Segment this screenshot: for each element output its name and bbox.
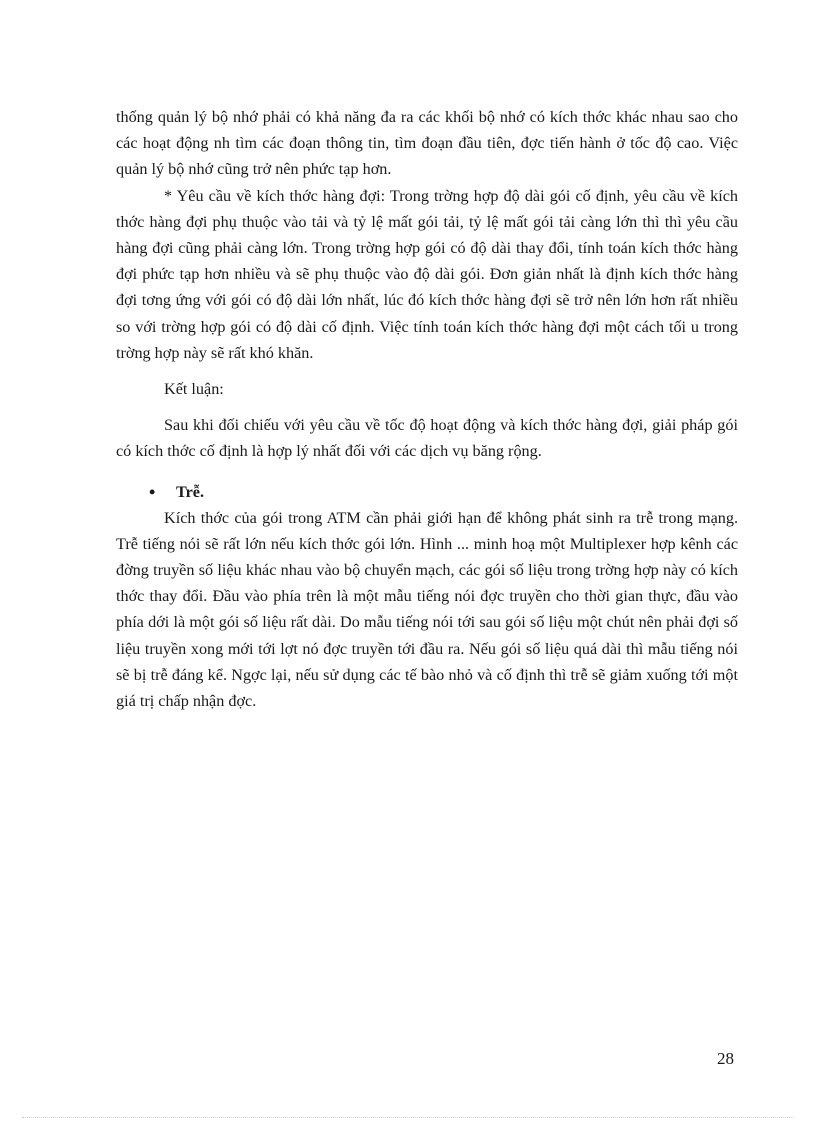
paragraph-queue-size-requirement: * Yêu cầu về kích thớc hàng đợi: Trong trờng hợp độ dài gói cố định, yêu cầu về kích thớc hàng đợi phụ thuộc vào tải và tỷ lệ mất gói tải, tỷ lệ mất gói tải càng lớn thì thì yêu cầu hàng đợi cũng phải càng lớn. Trong trờng hợp gói có độ dài thay đổi, tính toán kích thớc hàng đợi phức tạp hơn nhiều và sẽ phụ thuộc vào độ dài gói. Đơn giản nhất là định kích thớc hàng đợi tơng ứng với gói có độ dài lớn nhất, lúc đó kích thớc hàng đợi sẽ trở nên lớn hơn rất nhiều so với trờng hợp gói có độ dài cố định. Việc tính toán kích thớc hàng đợi một cách tối u trong trờng hợp này sẽ rất khó khăn.: [116, 186, 738, 362]
section-heading-delay: [116, 479, 738, 505]
paragraph-conclusion-text: Sau khi đối chiếu với yêu cầu về tốc độ hoạt động và kích thớc hàng đợi, giải pháp gói có kích thớc cố định là hợp lý nhất đối với các dịch vụ băng rộng.: [116, 416, 738, 461]
bullet-dot-icon: •: [149, 481, 156, 502]
section-heading-text: Trễ.: [176, 482, 205, 501]
paragraph-delay-explanation: Kích thớc của gói trong ATM cần phải giới hạn để không phát sinh ra trễ trong mạng. Trễ tiếng nói sẽ rất lớn nếu kích thớc gói lớn. Hình ... minh hoạ một Multiplexer hợp kênh các đờng truyền số liệu khác nhau vào bộ chuyển mạch, các gói số liệu trong trờng hợp này có kích thớc thay đổi. Đầu vào phía trên là một mẫu tiếng nói đợc truyền cho thời gian thực, đầu vào phía dới là một gói số liệu rất dài. Do mẫu tiếng nói tới sau gói số liệu một chút nên phải đợi số liệu truyền xong mới tới lợt nó đợc truyền tới đầu ra. Nếu gói số liệu quá dài thì mẫu tiếng nói sẽ bị trễ đáng kể. Ngợc lại, nếu sử dụng các tế bào nhỏ và cố định thì trễ sẽ giảm xuống tới một giá trị chấp nhận đợc.: [116, 508, 738, 711]
page-number: 28: [717, 1049, 734, 1068]
page-body: [116, 104, 738, 714]
paragraph-conclusion-label: Kết luận:: [164, 380, 224, 399]
paragraph-memory-management: thống quản lý bộ nhớ phải có khả năng đa ra các khối bộ nhớ có kích thớc khác nhau sao cho các hoạt động nh tìm các đoạn thông tin, tìm đoạn đầu tiên, đợc tiến hành ở tốc độ cao. Việc quản lý bộ nhớ cũng trở nên phức tạp hơn.: [116, 108, 738, 179]
page-bottom-divider: [22, 1117, 794, 1118]
